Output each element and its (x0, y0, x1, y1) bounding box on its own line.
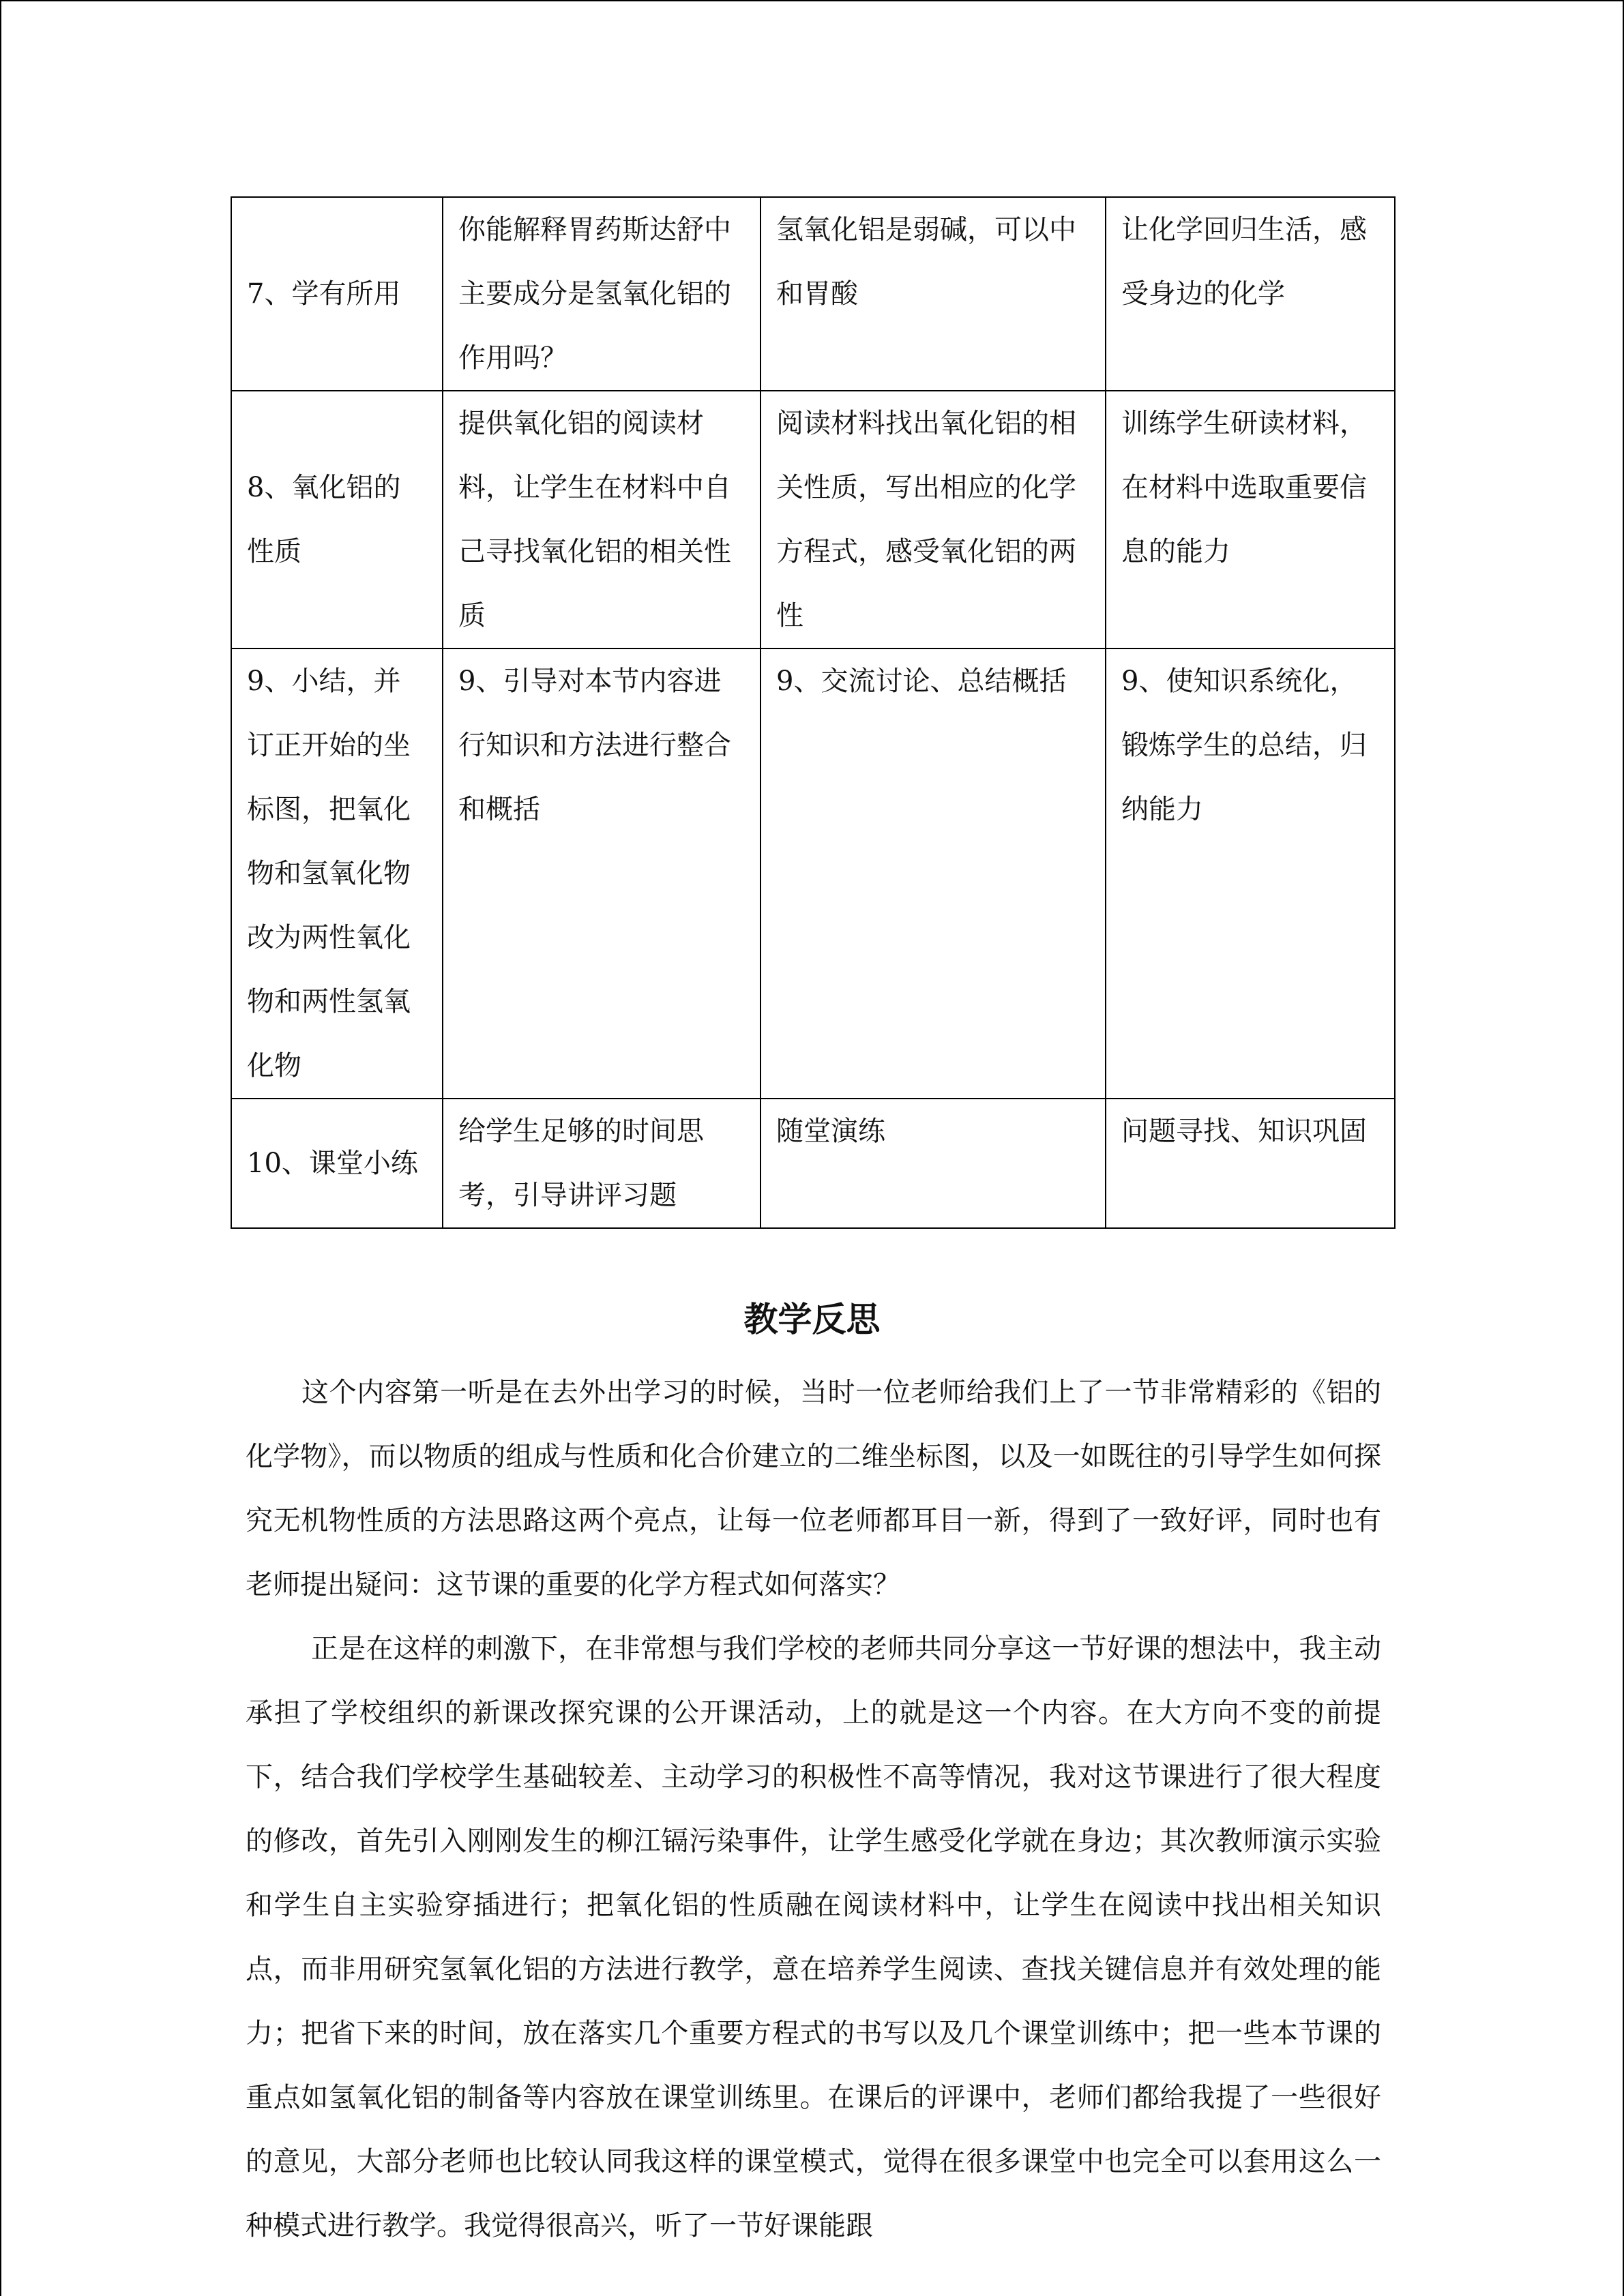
student-activity-cell: 阅读材料找出氧化铝的相关性质，写出相应的化学方程式，感受氧化铝的两性 (761, 391, 1106, 648)
design-intent-cell: 问题寻找、知识巩固 (1106, 1099, 1395, 1228)
teacher-activity-cell: 给学生足够的时间思考，引导讲评习题 (443, 1099, 761, 1228)
design-intent-cell: 让化学回归生活，感受身边的化学 (1106, 197, 1395, 391)
stage-cell: 10、课堂小练 (231, 1099, 443, 1228)
table-row (231, 197, 1395, 391)
lesson-plan-table (231, 196, 1396, 1229)
table-row (231, 648, 1395, 1099)
reflection-paragraph: 正是在这样的刺激下，在非常想与我们学校的老师共同分享这一节好课的想法中，我主动承担了学校组织的新课改探究课的公开课活动，上的就是这一个内容。在大方向不变的前提下，结合我们学校学生基础较差、主动学习的积极性不高等情况，我对这节课进行了很大程度的修改，首先引入刚刚发生的柳江镉污染事件，让学生感受化学就在身边；其次教师演示实验和学生自主实验穿插进行；把氧化铝的性质融在阅读材料中，让学生在阅读中找出相关知识点，而非用研究氢氧化铝的方法进行教学，意在培养学生阅读、查找关键信息并有效处理的能力；把省下来的时间，放在落实几个重要方程式的书写以及几个课堂训练中；把一些本节课的重点如氢氧化铝的制备等内容放在课堂训练里。在课后的评课中，老师们都给我提了一些很好的意见，大部分老师也比较认同我这样的课堂模式，觉得在很多课堂中也完全可以套用这么一种模式进行教学。我觉得很高兴，听了一节好课能跟 (246, 1633, 1381, 2241)
stage-cell: 8、氧化铝的性质 (231, 391, 443, 648)
table-row (231, 1099, 1395, 1228)
reflection-body (246, 1360, 1381, 2258)
teacher-activity-cell: 9、引导对本节内容进行知识和方法进行整合和概括 (443, 648, 761, 1099)
teacher-activity-cell: 你能解释胃药斯达舒中主要成分是氢氧化铝的作用吗？ (443, 197, 761, 391)
design-intent-cell: 训练学生研读材料，在材料中选取重要信息的能力 (1106, 391, 1395, 648)
page-top-border (0, 0, 1624, 1)
table-row (231, 391, 1395, 648)
stage-cell: 7、学有所用 (231, 197, 443, 391)
student-activity-cell: 随堂演练 (761, 1099, 1106, 1228)
teacher-activity-cell: 提供氧化铝的阅读材料，让学生在材料中自己寻找氧化铝的相关性质 (443, 391, 761, 648)
reflection-title: 教学反思 (743, 1300, 881, 1339)
reflection-paragraph: 这个内容第一听是在去外出学习的时候，当时一位老师给我们上了一节非常精彩的《铝的化学物》，而以物质的组成与性质和化合价建立的二维坐标图，以及一如既往的引导学生如何探究无机物性质的方法思路这两个亮点，让每一位老师都耳目一新，得到了一致好评，同时也有老师提出疑问：这节课的重要的化学方程式如何落实？ (246, 1377, 1381, 1600)
stage-cell: 9、小结，并订正开始的坐标图，把氧化物和氢氧化物改为两性氧化物和两性氢氧化物 (231, 648, 443, 1099)
page-left-border (0, 0, 1, 2296)
student-activity-cell: 氢氧化铝是弱碱，可以中和胃酸 (761, 197, 1106, 391)
design-intent-cell: 9、使知识系统化，锻炼学生的总结，归纳能力 (1106, 648, 1395, 1099)
student-activity-cell: 9、交流讨论、总结概括 (761, 648, 1106, 1099)
